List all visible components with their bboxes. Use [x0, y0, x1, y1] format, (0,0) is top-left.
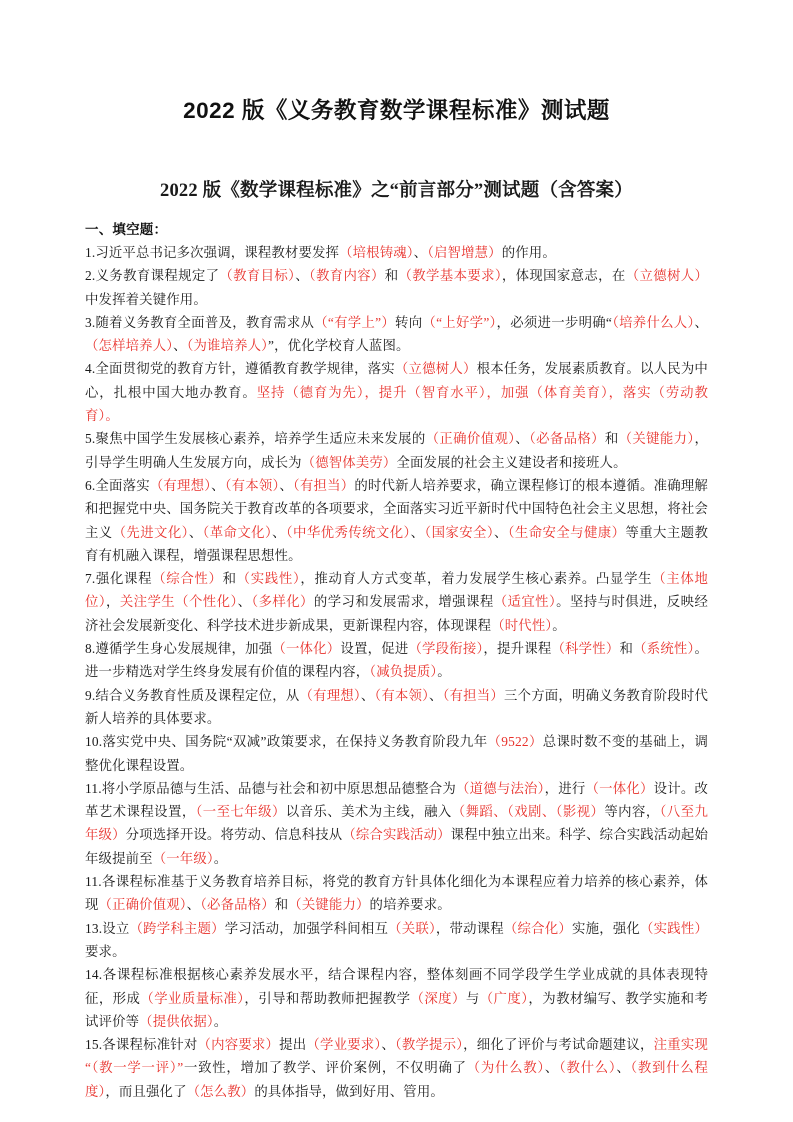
question-text: 一致性，增加了教学、评价案例，不仅明确了	[183, 1060, 467, 1076]
question-text: 、	[544, 1060, 560, 1076]
answer-text: （系统性）	[633, 641, 695, 657]
question-text: 。	[552, 617, 566, 633]
answer-text: （必备品格）	[529, 431, 605, 447]
answer-text: （先进文化）	[112, 524, 189, 540]
question-text: 强化课程	[95, 571, 153, 587]
top-spacer	[85, 0, 708, 96]
answer-text: （减负提质）	[369, 664, 438, 680]
answer-text: （适宜性）	[493, 594, 557, 610]
question-text: ，进行	[544, 780, 586, 796]
question-number: 7.	[85, 571, 96, 587]
answer-text: （八至九年级）	[85, 804, 708, 843]
question-text: 设置，促进	[340, 641, 409, 657]
question-text: 将小学原品德与生活、品德与社会和初中原思想品德整合为	[101, 780, 456, 796]
section-heading-fill-in-the-blank: 一、填空题：	[85, 222, 168, 237]
answer-text: （有本领）	[374, 687, 430, 703]
question-text: 的学习和发展需求，增强课程	[313, 594, 494, 610]
answer-text: （主体地位）	[85, 571, 709, 610]
question-text: 以音乐、美术为主线，融入	[285, 804, 452, 820]
answer-text: （培根铸魂）	[339, 245, 414, 260]
question-number: 1.	[85, 245, 96, 260]
answer-text: （立德树人）	[625, 268, 709, 284]
question-text: 遵循学生身心发展规律，加强	[95, 641, 273, 657]
question-item	[85, 567, 708, 637]
question-number: 5.	[85, 431, 96, 447]
question-text: 各课程标准针对	[102, 1037, 198, 1053]
question-text: 、	[381, 1037, 395, 1053]
answer-text: 注重实现“（教一学一评）”	[85, 1037, 708, 1076]
question-text: 、	[295, 268, 309, 284]
answer-text: （为谁培养人）	[186, 338, 269, 354]
question-text: 的时代新人培养要求，确立课程修订的根本遵循。准确理解和把握党中央、国务院关于教育改革的各项要求，全面落实习近平新时代中国特色社会主义思想，将社会主义	[85, 477, 708, 540]
answer-text: （正确价值观）	[98, 897, 187, 913]
question-text: 、	[493, 524, 508, 540]
question-text: 各课程标准基于义务教育培养目标，将党的教育方针具体化细化为本课程应着力培养的核心素养，体现	[85, 874, 708, 913]
question-number: 6.	[85, 477, 96, 493]
answer-text: 坚持（德育为先），提升（智育水平），加强（体育美育），落实（劳动教育）。	[85, 384, 708, 424]
question-text: 义务教育课程规定了	[95, 268, 220, 284]
question-item	[85, 1033, 708, 1103]
answer-text: （为什么教）	[466, 1060, 545, 1076]
question-text: 实施，强化	[571, 920, 641, 936]
question-text: 与	[465, 990, 480, 1006]
question-item	[85, 917, 708, 964]
question-text: 、	[186, 897, 201, 913]
question-number: 11.	[85, 780, 102, 796]
answer-text: （有理想）	[299, 687, 361, 703]
question-text: 要求。	[85, 943, 126, 959]
question-text: 课程中独立出来。科学、综合实践活动起始年级提前至	[85, 827, 708, 866]
answer-text: （教学提示）	[394, 1037, 464, 1053]
answer-text: （国家安全）	[424, 524, 494, 540]
question-text: 设计。改革艺术课程设置，	[85, 780, 708, 820]
question-text: 、	[211, 477, 225, 493]
question-number: 9.	[85, 687, 96, 703]
question-text: 随着义务教育全面普及，教育需求从	[95, 314, 315, 330]
question-number: 13.	[85, 920, 103, 936]
question-item	[85, 357, 708, 427]
answer-text: （启智增慧）	[427, 245, 502, 260]
answer-text: （革命文化）	[202, 524, 273, 540]
answer-text: （一体化）	[585, 780, 654, 796]
question-text: 。进一步精选对学生终身发展有价值的课程内容，	[85, 641, 709, 680]
question-text: 转向	[395, 314, 423, 330]
answer-text: （广度）	[479, 990, 529, 1006]
subtitle-body-spacer	[85, 204, 708, 220]
question-text: 、	[413, 245, 428, 260]
question-number: 11.	[85, 874, 102, 890]
answer-text: （9522）	[487, 734, 543, 750]
question-text: 习近平总书记多次强调，课程教材要发挥	[95, 245, 340, 260]
answer-text: （深度）	[410, 990, 466, 1006]
question-text: 。坚持与时俱进，反映经济社会发展新变化、科学技术进步新成果，更新课程内容，体现课程	[85, 594, 708, 633]
question-text: 设立	[102, 920, 130, 936]
question-text: ，提升课程	[483, 641, 552, 657]
question-item	[85, 684, 708, 731]
answer-text: （跨学科主题）	[129, 920, 225, 936]
answer-text: （综合实践活动）	[342, 827, 451, 843]
answer-text: （正确价值观）	[425, 431, 516, 447]
answer-text: （有理想）	[149, 477, 212, 493]
question-item	[85, 730, 708, 777]
question-number: 14.	[85, 967, 103, 983]
answer-text: （生命安全与健康）	[507, 524, 626, 540]
answer-text: （关联）	[388, 920, 436, 936]
question-item	[85, 777, 708, 870]
question-text: ，体现国家意志，在	[501, 268, 626, 284]
answer-text: （必备品格）	[200, 897, 275, 913]
question-text: 三个方面，明确义务教育阶段时代新人培养的具体要求。	[85, 687, 708, 726]
question-text: 和	[274, 897, 289, 913]
question-text: 。	[213, 1013, 228, 1029]
question-text: 的具体指导，做到好用、管用。	[254, 1083, 444, 1099]
question-text: ，必须进一步明确“	[496, 314, 613, 330]
question-text: 、	[515, 431, 530, 447]
question-text: 和	[384, 268, 399, 284]
question-text: 落实党中央、国务院“双减”政策要求，在保持义务教育阶段九年	[102, 734, 488, 750]
question-text: 全面发展的社会主义建设者和接班人。	[396, 454, 627, 470]
question-text: 、	[173, 338, 187, 354]
answer-text: （教到什么程度）	[85, 1060, 708, 1099]
question-item	[85, 264, 708, 311]
question-text: 分项选择开设。将劳动、信息科技从	[125, 827, 343, 843]
title-subtitle-spacer	[85, 126, 708, 178]
answer-text: （学业质量标准）	[140, 990, 245, 1006]
question-text: 的作用。	[501, 245, 556, 260]
answer-text: （“上好学”）	[422, 314, 497, 330]
question-text: 和	[604, 431, 619, 447]
question-text: 等内容，	[604, 804, 660, 820]
question-text: ，推动育人方式变革，着力发展学生核心素养。凸显学生	[300, 571, 653, 587]
answer-text: （关键能力）	[288, 897, 370, 913]
answer-text: （有担当）	[442, 687, 504, 703]
question-number: 8.	[85, 641, 96, 657]
question-text: ，	[105, 594, 120, 610]
answer-text: （提供依据）	[139, 1013, 214, 1029]
question-text: 、	[272, 524, 286, 540]
question-list	[85, 241, 708, 1103]
question-text: 的培养要求。	[369, 897, 451, 913]
question-text: 、	[616, 1060, 631, 1076]
question-text: 总课时数不变的基础上，调整优化课程设置。	[85, 734, 708, 773]
question-item	[85, 870, 708, 917]
answer-text: （培养什么人）	[612, 314, 695, 330]
answer-text: （内容要求）	[197, 1037, 280, 1053]
question-text: 等重大主题教育有机融入课程，增强课程思想性。	[85, 524, 708, 563]
question-item	[85, 637, 708, 684]
answer-text: （多样化）	[251, 594, 314, 610]
answer-text: （教育内容）	[308, 268, 385, 284]
question-text: 结合义务教育性质及课程定位，从	[95, 687, 300, 703]
question-text: 聚焦中国学生发展核心素养，培养学生适应未来发展的	[95, 431, 426, 447]
question-text: ，细化了评价与考试命题建议，	[463, 1037, 654, 1053]
question-text: 和	[619, 641, 634, 657]
answer-text: （实践性）	[640, 920, 709, 936]
answer-text: （舞蹈、（戏剧、（影视）	[451, 804, 605, 820]
question-text: ，带动课程	[435, 920, 504, 936]
question-text: 全面落实	[95, 477, 150, 493]
question-text: ，引导学生明确人生发展方向，成长为	[85, 431, 708, 470]
question-text: ，为教材编写、教学实施和考试评价等	[85, 990, 709, 1029]
answer-text: （一体化）	[272, 641, 341, 657]
question-number: 10.	[85, 734, 103, 750]
question-item	[85, 963, 708, 1033]
question-text: ”，优化学校育人蓝图。	[268, 338, 410, 354]
question-item	[85, 241, 708, 264]
question-text: 根本任务，发展素质教育。以人民为中心，扎根中国大地办教育。	[85, 361, 708, 400]
answer-text: （德智体美劳）	[301, 454, 397, 470]
question-item	[85, 474, 708, 567]
question-item	[85, 311, 708, 358]
answer-text: （一至七年级）	[195, 804, 286, 820]
question-text: 、	[237, 594, 252, 610]
answer-text: （实践性）	[236, 571, 301, 587]
question-text: 。	[437, 664, 451, 680]
question-text: ，而且强化了	[105, 1083, 187, 1099]
question-text: 中发挥着关键作用。	[85, 291, 207, 307]
question-text: 、	[279, 477, 293, 493]
question-text: 、	[188, 524, 203, 540]
answer-text: （教育目标）	[219, 268, 296, 284]
answer-text: （“有学上”）	[314, 314, 396, 330]
question-text: 全面贯彻党的教育方针，遵循教育教学规律，落实	[95, 361, 395, 377]
question-number: 2.	[85, 268, 96, 284]
answer-text: （教什么）	[559, 1060, 617, 1076]
answer-text: （综合性）	[152, 571, 223, 587]
question-text: 。	[213, 850, 228, 866]
question-number: 15.	[85, 1037, 103, 1053]
question-text: ，引导和帮助教师把握教学	[244, 990, 411, 1006]
question-text: 、	[429, 687, 443, 703]
answer-text: 关注学生（个性化）	[119, 594, 238, 610]
answer-text: （教学基本要求）	[398, 268, 502, 284]
answer-text: （道德与法治）	[455, 780, 545, 796]
answer-text: （综合化）	[503, 920, 572, 936]
answer-text: （学业要求）	[306, 1037, 382, 1053]
answer-text: （有担当）	[293, 477, 355, 493]
answer-text: （关键能力）	[618, 431, 695, 447]
answer-text: （科学性）	[551, 641, 620, 657]
question-text: 和	[222, 571, 237, 587]
question-number: 4.	[85, 361, 96, 377]
answer-text: （有本领）	[224, 477, 280, 493]
question-text: 、	[360, 687, 375, 703]
question-text: 各课程标准根据核心素养发展水平，结合课程内容，整体刻画不同学段学生学业成就的具体表现特征，形成	[85, 967, 708, 1006]
question-text: 、	[694, 314, 709, 330]
answer-text: （学段衔接）	[408, 641, 484, 657]
answer-text: （立德树人）	[394, 361, 477, 377]
page-title: 2022 版《义务教育数学课程标准》测试题	[183, 98, 610, 123]
answer-text: （一年级）	[152, 850, 214, 866]
answer-text: （怎么教）	[186, 1083, 255, 1099]
document-subtitle: 2022 版《数学课程标准》之“前言部分”测试题（含答案）	[160, 181, 633, 201]
question-number: 3.	[85, 314, 96, 330]
answer-text: （时代性）	[491, 617, 553, 633]
answer-text: （怎样培养人）	[85, 338, 174, 354]
question-item	[85, 427, 708, 474]
question-text: 学习活动，加强学科间相互	[224, 920, 389, 936]
question-text: 、	[410, 524, 425, 540]
question-text: 提出	[279, 1037, 307, 1053]
answer-text: （中华优秀传统文化）	[285, 524, 411, 540]
